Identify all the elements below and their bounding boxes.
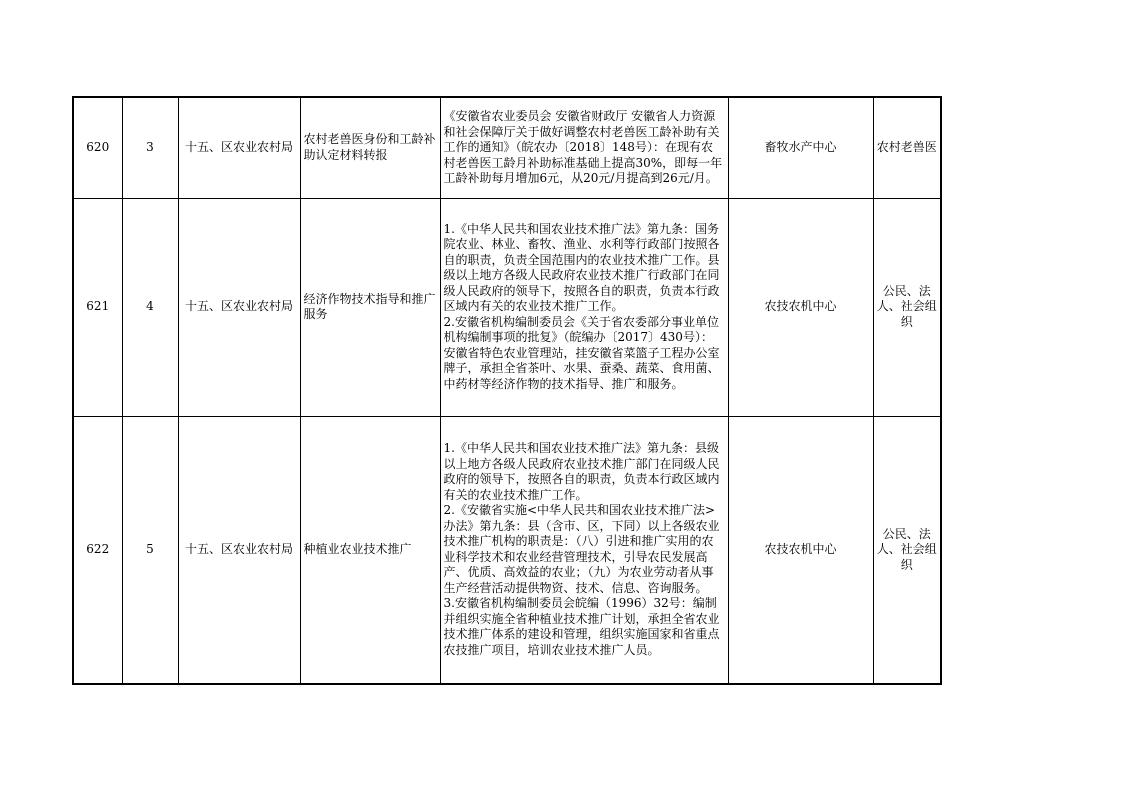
table-row — [73, 198, 941, 416]
row-department: 十五、区农业农村局 — [178, 416, 300, 684]
row-department: 十五、区农业农村局 — [178, 198, 300, 416]
row-sequence: 4 — [122, 198, 178, 416]
row-responsible-unit: 农技农机中心 — [728, 198, 873, 416]
row-responsible-unit: 农技农机中心 — [728, 416, 873, 684]
table-row — [73, 97, 941, 198]
row-sequence: 5 — [122, 416, 178, 684]
row-item-name: 农村老兽医身份和工龄补助认定材料转报 — [300, 97, 440, 198]
row-number: 622 — [73, 416, 122, 684]
row-service-object: 公民、法人、社会组织 — [873, 198, 941, 416]
row-service-object: 农村老兽医 — [873, 97, 941, 198]
row-item-name: 种植业农业技术推广 — [300, 416, 440, 684]
row-number: 621 — [73, 198, 122, 416]
row-department: 十五、区农业农村局 — [178, 97, 300, 198]
row-legal-basis: 1.《中华人民共和国农业技术推广法》第九条：国务院农业、林业、畜牧、渔业、水利等行政部门按照各自的职责，负责全国范围内的农业技术推广工作。县级以上地方各级人民政府农业技术推广行政部门在同级人民政府的领导下，按照各自的职责，负责本行政区域内有关的农业技术推广工作。 2.安徽省机构编制委员会《关于省农委部分事业单位机构编制事项的批复》（皖编办〔2017〕430号）：安徽省特色农业管理站，挂安徽省菜篮子工程办公室牌子，承担全省茶叶、水果、蚕桑、蔬菜、食用菌、中药材等经济作物的技术指导、推广和服务。 — [440, 198, 728, 416]
row-sequence: 3 — [122, 97, 178, 198]
row-responsible-unit: 畜牧水产中心 — [728, 97, 873, 198]
service-items-table — [72, 96, 942, 685]
row-legal-basis: 1.《中华人民共和国农业技术推广法》第九条：县级以上地方各级人民政府农业技术推广部门在同级人民政府的领导下，按照各自的职责，负责本行政区域内有关的农业技术推广工作。 2.《安徽省实施<中华人民共和国农业技术推广法>办法》第九条：县（含市、区，下同）以上各级农业技术推广机构的职责是：（八）引进和推广实用的农业科学技术和农业经营管理技术，引导农民发展高产、优质、高效益的农业；（九）为农业劳动者从事生产经营活动提供物资、技术、信息、咨询服务。 3.安徽省机构编制委员会皖编（1996）32号：编制并组织实施全省种植业技术推广计划，承担全省农业技术推广体系的建设和管理，组织实施国家和省重点农技推广项目，培训农业技术推广人员。 — [440, 416, 728, 684]
row-number: 620 — [73, 97, 122, 198]
row-service-object: 公民、法人、社会组织 — [873, 416, 941, 684]
row-item-name: 经济作物技术指导和推广服务 — [300, 198, 440, 416]
row-legal-basis: 《安徽省农业委员会 安徽省财政厅 安徽省人力资源和社会保障厅关于做好调整农村老兽医工龄补助有关工作的通知》（皖农办〔2018〕148号）：在现有农村老兽医工龄月补助标准基础上提高30%，即每一年工龄补助每月增加6元，从20元/月提高到26元/月。 — [440, 97, 728, 198]
table-row — [73, 416, 941, 684]
